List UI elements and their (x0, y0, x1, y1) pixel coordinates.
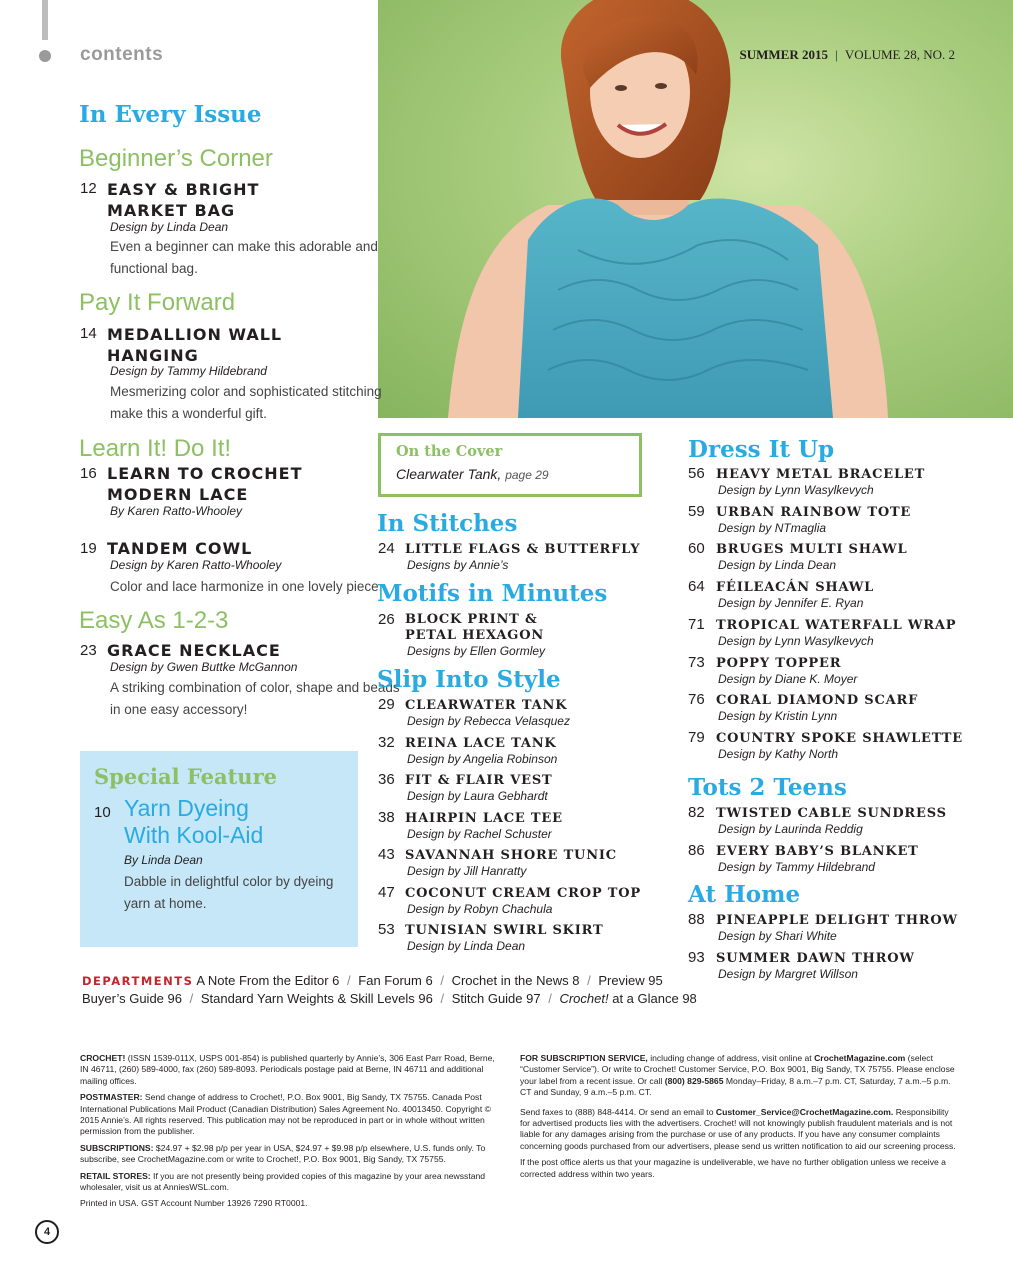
separator: / (189, 991, 194, 1006)
page-num: 82 (688, 804, 705, 821)
page-num: 53 (378, 921, 395, 938)
top-accent-bar (42, 0, 48, 40)
designer-credit: Designs by Ellen Gormley (407, 644, 546, 658)
page-num: 59 (688, 502, 705, 520)
designer-credit: Design by Laura Gebhardt (407, 789, 548, 803)
issue-volume: VOLUME 28, NO. 2 (844, 47, 955, 62)
designer-credit: Design by Rachel Schuster (407, 826, 552, 841)
article-title: REINA LACE TANK (405, 735, 557, 751)
page-number-19: 19 (80, 540, 97, 557)
bold-lead: SUBSCRIPTIONS: (80, 1142, 154, 1153)
page-num: 76 (688, 691, 705, 709)
department-link[interactable]: Fan Forum 6 (358, 973, 433, 988)
fine-text: Send change of address to Crochet!, P.O. Box 9001, Big Sandy, TX 75755. Canada Post International Publications Mail Product (Canadian Distribution) Sales Agreement No. 40013450. Copyright © 2015 Annie’s. All rights reserved. This publication may not be reproduced in part or in whole without written permission from the publisher. (80, 1092, 491, 1137)
publication-info-right (520, 1053, 960, 1185)
article-title: CLEARWATER TANK (405, 698, 568, 713)
in-stitches-heading: In Stitches (377, 510, 518, 537)
designer-credit: Design by Tammy Hildebrand (110, 364, 267, 378)
page-number-24: 24 (378, 540, 395, 557)
designer-credit: Design by Angelia Robinson (407, 751, 558, 766)
bold-lead: POSTMASTER: (80, 1092, 143, 1103)
designer-credit: Design by Lynn Wasylkevych (718, 483, 874, 497)
title-line: TANDEM COWL (107, 539, 253, 558)
departments-block (82, 972, 697, 1007)
easy-as-123-heading: Easy As 1-2-3 (79, 607, 229, 634)
designer-credit: Design by Karen Ratto-Whooley (110, 558, 282, 572)
departments-label: DEPARTMENTS (82, 974, 194, 988)
department-link[interactable]: Buyer’s Guide 96 (82, 991, 182, 1006)
article-title[interactable] (107, 538, 252, 559)
article-title: TUNISIAN SWIRL SKIRT (405, 923, 604, 938)
department-link[interactable] (559, 991, 696, 1006)
article-title[interactable] (107, 640, 281, 661)
article-title: SUMMER DAWN THROW (716, 951, 915, 966)
designer-credit: Design by Rebecca Velasquez (407, 714, 570, 728)
publication-info-left (80, 1053, 502, 1215)
at-home-heading: At Home (688, 881, 801, 908)
tots-2-teens-heading: Tots 2 Teens (688, 774, 847, 801)
article-title: CORAL DIAMOND SCARF (716, 693, 919, 709)
page-number-badge: 4 (35, 1220, 59, 1244)
article-title: TWISTED CABLE SUNDRESS (716, 806, 947, 821)
title-line: MEDALLION WALL (107, 325, 283, 344)
desc-line: yarn at home. (124, 896, 207, 911)
separator: / (587, 973, 591, 988)
title-line: HANGING (107, 346, 199, 365)
section-label: contents (80, 44, 164, 65)
fine-text: If you are not presently being provided copies of this magazine by your area newsstand wholesaler, visit us at AnniesWSL.com. (80, 1170, 486, 1193)
title-line: PETAL HEXAGON (405, 628, 545, 643)
separator: / (440, 973, 444, 988)
dress-it-up-heading: Dress It Up (688, 436, 835, 463)
page-num: 38 (378, 808, 395, 826)
cover-article-page: page 29 (505, 468, 549, 482)
article-description (110, 381, 382, 425)
page-number-26: 26 (378, 611, 395, 628)
article-title: PINEAPPLE DELIGHT THROW (716, 913, 958, 928)
in-every-issue-heading: In Every Issue (79, 101, 262, 128)
department-link[interactable]: A Note From the Editor 6 (196, 973, 340, 988)
desc-line: make this a wonderful gift. (110, 406, 267, 421)
slip-into-style-heading: Slip Into Style (377, 666, 561, 693)
page-num: 36 (378, 771, 395, 788)
department-link[interactable]: Crochet in the News 8 (451, 973, 580, 988)
page-num: 32 (378, 733, 395, 751)
page-num: 93 (688, 949, 705, 966)
page-number-14: 14 (80, 325, 97, 342)
cover-article-name: Clearwater Tank, (396, 466, 502, 482)
title-line: LEARN TO CROCHET (107, 464, 303, 483)
phone-number: (800) 829-5865 (664, 1075, 724, 1086)
designer-credit: Design by Jennifer E. Ryan (718, 596, 864, 611)
issue-info (740, 47, 955, 63)
article-title: COCONUT CREAM CROP TOP (405, 885, 641, 901)
page-num: 71 (688, 615, 705, 633)
departments-line (82, 972, 697, 990)
article-description (124, 871, 333, 915)
website-link[interactable]: CrochetMagazine.com (814, 1053, 906, 1063)
page-num: 47 (378, 883, 395, 901)
designer-credit: Design by Diane K. Moyer (718, 671, 858, 686)
designer-credit: Design by NTmaglia (718, 520, 827, 535)
fine-print-paragraph (80, 1143, 502, 1166)
page-num: 86 (688, 842, 705, 859)
fine-print-paragraph (520, 1107, 960, 1153)
separator: / (440, 991, 445, 1006)
fine-print-paragraph: Printed in USA. GST Account Number 13926 7290 RT0001. (80, 1198, 308, 1209)
special-feature-heading: Special Feature (94, 764, 277, 789)
page-number-12: 12 (80, 180, 97, 197)
fine-print-paragraph (80, 1092, 502, 1138)
bold-lead: CROCHET! (80, 1053, 126, 1063)
article-description (110, 677, 400, 721)
special-feature-title[interactable] (124, 795, 263, 849)
article-title: URBAN RAINBOW TOTE (716, 504, 912, 520)
desc-line: A striking combination of color, shape and beads (110, 680, 400, 695)
article-title: FÉILEACÁN SHAWL (716, 580, 875, 596)
page-num: 56 (688, 465, 705, 482)
beginners-corner-heading: Beginner’s Corner (79, 145, 273, 172)
article-title[interactable] (107, 324, 282, 366)
article-title: HEAVY METAL BRACELET (716, 467, 926, 482)
fine-print-paragraph (80, 1171, 502, 1194)
title-line: MODERN LACE (107, 485, 249, 504)
article-title[interactable] (107, 463, 303, 505)
article-title: EVERY BABY’S BLANKET (716, 844, 919, 859)
fine-text: including change of address, visit online at (647, 1053, 815, 1063)
article-title: HAIRPIN LACE TEE (405, 810, 563, 826)
desc-line: Color and lace harmonize in one lovely piece. (110, 579, 383, 594)
fine-text: (select “Customer Service”). Or write to Crochet! Customer Service, P.O. Box 9001, Big Sandy, TX 75755. Please enclose your label from a recent issue. Or call (520, 1053, 955, 1086)
article-title: SAVANNAH SHORE TUNIC (405, 848, 617, 863)
bullet-dot-icon (39, 50, 51, 62)
department-link[interactable]: Stitch Guide 97 (451, 991, 541, 1006)
title-line: BLOCK PRINT & (405, 612, 538, 627)
department-link[interactable]: Preview 95 (598, 973, 663, 988)
learn-it-do-it-heading: Learn It! Do It! (79, 435, 232, 462)
designer-credit: Design by Robyn Chachula (407, 901, 553, 916)
designer-credit: Design by Tammy Hildebrand (718, 860, 875, 874)
page-number-16: 16 (80, 465, 97, 482)
pay-it-forward-heading: Pay It Forward (79, 289, 236, 316)
fine-text: Monday–Friday, 8 a.m.–7 p.m. CT, Saturday, 7 a.m.–5 p.m. CT and Sunday, 9 a.m.–5 p.m. CT. (520, 1075, 951, 1098)
article-description (110, 236, 378, 280)
article-title: TROPICAL WATERFALL WRAP (716, 617, 957, 633)
issue-season: SUMMER 2015 (739, 47, 828, 62)
designer-credit: Design by Kathy North (718, 746, 839, 761)
title-line: MARKET BAG (107, 201, 236, 220)
designer-credit: Design by Kristin Lynn (718, 709, 838, 724)
page-number-10: 10 (94, 804, 111, 821)
page-num: 73 (688, 653, 705, 671)
issue-separator: | (835, 47, 838, 62)
page-num: 29 (378, 696, 395, 713)
separator: / (548, 991, 552, 1006)
article-title[interactable] (405, 612, 544, 644)
separator: / (347, 973, 351, 988)
fine-text: (ISSN 1539-011X, USPS 001-854) is published quarterly by Annie’s, 306 East Parr Road, Berne, IN 46711, (260) 589-4000, fax (260) 589-8093. Periodicals postage paid at Berne, IN 46711 and additional mailing offices. (80, 1053, 495, 1086)
article-title: BRUGES MULTI SHAWL (716, 542, 908, 558)
designer-credit: Design by Margret Willson (718, 967, 858, 981)
fine-text: $24.97 + $2.98 p/p per year in USA, $24.97 + $9.98 p/p elsewhere, U.S. funds only. To subscribe, see CrochetMagazine.com or write to Crochet!, P.O. Box 9001, Big Sandy, TX 75755. (80, 1142, 486, 1165)
fine-text: Send faxes to (888) 848-4414. Or send an email to (520, 1106, 716, 1117)
designer-credit: By Karen Ratto-Whooley (110, 504, 243, 518)
title-line: With Kool-Aid (124, 822, 264, 848)
fine-print-paragraph (80, 1053, 502, 1087)
motifs-in-minutes-heading: Motifs in Minutes (377, 580, 608, 607)
on-the-cover-heading: On the Cover (396, 443, 503, 460)
designer-credit: Design by Shari White (718, 929, 837, 943)
desc-line: Even a beginner can make this adorable and (110, 239, 378, 254)
fine-print-paragraph (520, 1053, 960, 1099)
designer-credit: Designs by Annie’s (407, 558, 509, 572)
bold-lead: FOR SUBSCRIPTION SERVICE, (520, 1053, 648, 1063)
page-num: 79 (688, 728, 705, 746)
article-title[interactable] (107, 179, 259, 221)
desc-line: Mesmerizing color and sophisticated stitching (110, 384, 382, 399)
designer-credit: By Linda Dean (124, 853, 203, 867)
desc-line: in one easy accessory! (110, 702, 248, 717)
designer-credit: Design by Linda Dean (718, 558, 837, 573)
email-link[interactable]: Customer_Service@CrochetMagazine.com. (715, 1106, 894, 1117)
page-number-23: 23 (80, 642, 97, 659)
title-line: Yarn Dyeing (124, 795, 249, 821)
desc-line: functional bag. (110, 261, 198, 276)
designer-credit: Design by Linda Dean (407, 939, 526, 953)
magazine-name: Crochet! (559, 991, 609, 1006)
page-num: 64 (688, 578, 705, 596)
designer-credit: Design by Laurinda Reddig (718, 822, 863, 836)
article-description (110, 576, 382, 598)
article-title[interactable]: LITTLE FLAGS & BUTTERFLY (405, 542, 641, 557)
article-title: POPPY TOPPER (716, 655, 842, 671)
department-link-rest: at a Glance 98 (608, 991, 697, 1006)
designer-credit: Design by Jill Hanratty (407, 864, 527, 878)
title-line: GRACE NECKLACE (107, 641, 281, 660)
designer-credit: Design by Lynn Wasylkevych (718, 633, 874, 648)
title-line: EASY & BRIGHT (107, 180, 260, 199)
on-the-cover-text[interactable] (396, 466, 549, 482)
article-title: FIT & FLAIR VEST (405, 773, 553, 788)
page-num: 60 (688, 540, 705, 558)
fine-print-paragraph: If the post office alerts us that your magazine is undeliverable, we have no further obligation unless we receive a corrected address within two years. (520, 1157, 946, 1179)
department-link[interactable]: Standard Yarn Weights & Skill Levels 96 (200, 991, 433, 1006)
desc-line: Dabble in delightful color by dyeing (124, 874, 334, 889)
article-title: COUNTRY SPOKE SHAWLETTE (716, 730, 963, 746)
page-num: 88 (688, 911, 705, 928)
designer-credit: Design by Gwen Buttke McGannon (110, 660, 298, 674)
page-num: 43 (378, 846, 395, 863)
designer-credit: Design by Linda Dean (110, 220, 229, 234)
departments-line (82, 990, 697, 1007)
bold-lead: RETAIL STORES: (80, 1170, 151, 1181)
fine-text: Responsibility for advertised products lies with the advertisers. Crochet! will not knowingly publish fraudulent materials and is not liable for any damages arising from the purchase or use of any products. If you have any consumer complaints concerning goods purchased from our advertisers, please send us written notification to aid our screening process. (520, 1106, 956, 1151)
